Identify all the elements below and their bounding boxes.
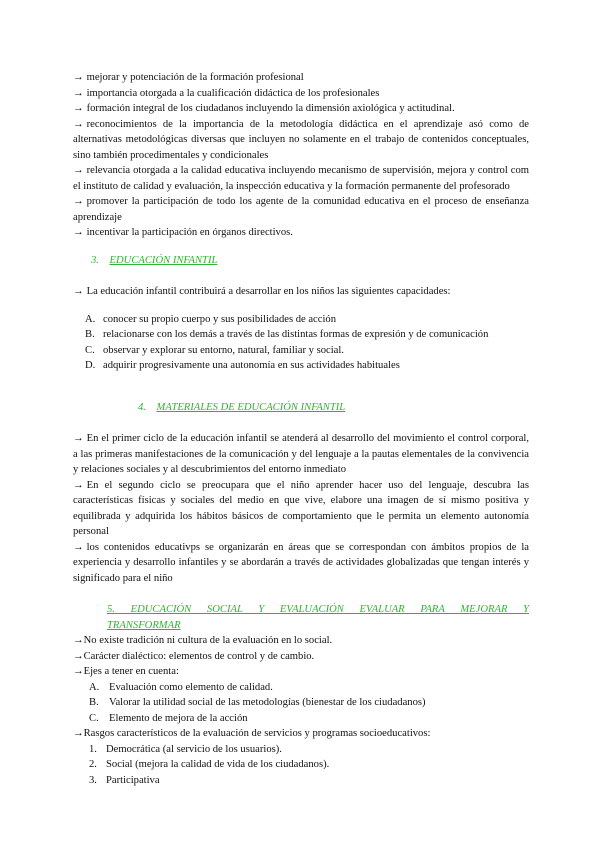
arrow-icon: → [73, 286, 84, 297]
list-item: A. Evaluación como elemento de calidad. [89, 681, 273, 693]
section-4-paragraph: → En el segundo ciclo se preocupara que el niño aprender hacer uso del lenguaje, descubra las características físicas y sociales del medio en que vive, elabore una imagen de sí mismo positiva y equilibrada y adquirida los hábitos básicos de comportamiento que le permita un elemento autonomía personal [73, 479, 529, 537]
arrow-icon: → [73, 118, 84, 130]
list-item: 2. Social (mejora la calidad de vida de los ciudadanos). [89, 759, 330, 770]
intro-item: → promover la participación de todo los agente de la comunidad educativa en el proceso de enseñanza aprendizaje [73, 196, 529, 223]
intro-item: → mejorar y potenciación de la formación profesional [73, 72, 304, 83]
intro-item: → relevancia otorgada a la calidad educativa incluyendo mecanismo de supervisión, mejora y control com el instituto de calidad y evaluación, la inspección educativa y la formación permanente del profesorado [73, 165, 529, 192]
arrow-icon: → [73, 87, 84, 99]
list-item: A. conocer su propio cuerpo y sus posibilidades de acción [85, 313, 337, 325]
arrow-icon: → [73, 650, 84, 662]
arrow-icon: → [73, 728, 84, 739]
section-4-paragraph: → los contenidos educativps se organizarán en áreas que se correspondan con ámbitos propios de la experiencia y desarrollo infantiles y se abordarán a través de actividades globalizadas que tengan interés y significado para el niño [73, 541, 529, 584]
list-item: 3. Participativa [89, 774, 160, 786]
section-4-heading: 4. MATERIALES DE EDUCACIÓN INFANTIL [138, 401, 346, 413]
arrow-icon: → [73, 666, 84, 677]
list-item: 1. Democrática (al servicio de los usuarios). [89, 743, 282, 755]
arrow-icon: → [73, 103, 84, 114]
section-4-title: MATERIALES DE EDUCACIÓN INFANTIL [156, 401, 346, 413]
section-5-title-line2: TRANSFORMAR [107, 619, 181, 631]
intro-item: → incentivar la participación en órganos directivos. [73, 227, 293, 238]
intro-list [73, 70, 529, 241]
section-5-line: →Ejes a tener en cuenta: [73, 666, 179, 677]
section-3-title: EDUCACIÓN INFANTIL [109, 254, 218, 266]
arrow-icon: → [73, 72, 84, 83]
section-5-line: →No existe tradición ni cultura de la evaluación en lo social. [73, 635, 333, 646]
arrow-icon: → [73, 165, 84, 176]
list-item: B. relacionarse con los demás a través de las distintas formas de expresión y de comunicación [85, 329, 489, 340]
list-item: C. observar y explorar su entorno, natural, familiar y social. [85, 344, 344, 356]
ejes-list [73, 680, 529, 727]
section-4-paragraph: → En el primer ciclo de la educación infantil se atenderá al desarrollo del movimiento el control corporal, a las primeras manifestaciones de la comunicación y del lenguaje a la pautas elementales de la convivencia y relaciones sociales y al descubrimientos del entorno inmediato [73, 433, 529, 475]
section-5-rasgos-intro: →Rasgos característicos de la evaluación de servicios y programas socioeducativos: [73, 728, 431, 739]
list-item: D. adquirir progresivamente una autonomía en sus actividades habituales [85, 360, 400, 371]
arrow-icon: → [73, 227, 84, 238]
arrow-icon: → [73, 433, 84, 444]
document-page [73, 70, 529, 788]
list-item: C. Elemento de mejora de la acción [89, 712, 248, 724]
arrow-icon: → [73, 541, 84, 553]
arrow-icon: → [73, 479, 84, 491]
rasgos-list [73, 742, 529, 789]
section-5-heading [73, 602, 529, 633]
arrow-icon: → [73, 196, 84, 207]
section-3-heading: 3. EDUCACIÓN INFANTIL [91, 254, 218, 266]
section-3-intro: → La educación infantil contribuirá a desarrollar en los niños las siguientes capacidades: [73, 286, 451, 297]
section-5-line: →Carácter dialéctico: elementos de control y de cambio. [73, 650, 315, 662]
arrow-icon: → [73, 635, 84, 646]
intro-item: → importancia otorgada a la cualificación didáctica de los profesionales [73, 87, 380, 99]
capacities-list [73, 312, 529, 374]
intro-item: → reconocimientos de la importancia de la metodología didáctica en el aprendizaje asó como de alternativas metodológicas diversas que incluyen no solamente en el trabajo de contenidos conceptuales, sino también procedimentales y condicionales [73, 118, 529, 161]
list-item: B. Valorar la utilidad social de las metodologías (bienestar de los ciudadanos) [89, 697, 426, 708]
section-5-title-line1: 5. EDUCACIÓN SOCIAL Y EVALUACIÓN EVALUAR PARA MEJORAR Y [107, 604, 529, 615]
intro-item: → formación integral de los ciudadanos incluyendo la dimensión axiológica y actitudinal. [73, 103, 455, 114]
